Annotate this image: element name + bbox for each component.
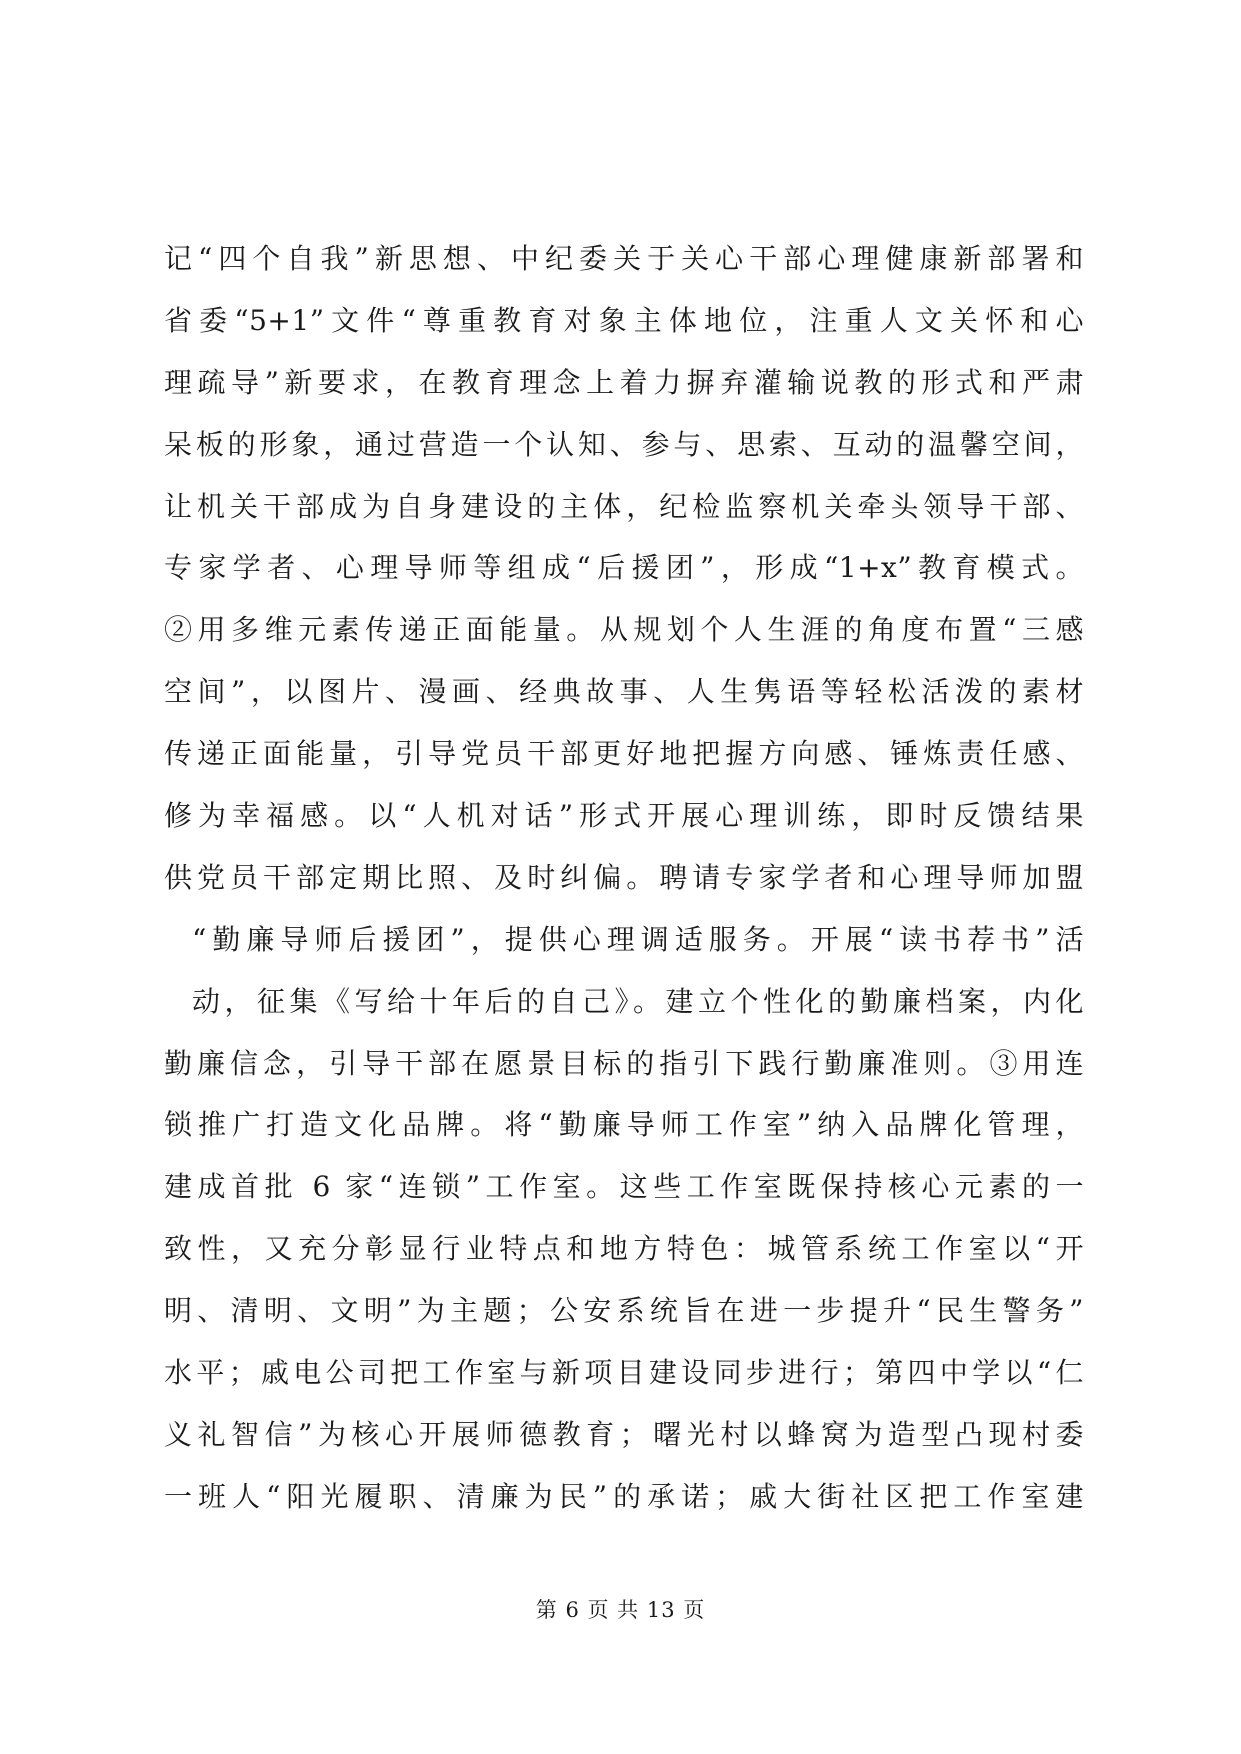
text-line: 传递正面能量，引导党员干部更好地把握方向感、锤炼责任感、 <box>164 737 1084 771</box>
text-line: 空间”，以图片、漫画、经典故事、人生隽语等轻松活泼的素材 <box>164 675 1084 709</box>
text-line: 记“四个自我”新思想、中纪委关于关心干部心理健康新部署和 <box>164 242 1084 275</box>
page-footer <box>0 1594 1241 1624</box>
body-text <box>164 228 1084 1528</box>
text-line: “勤廉导师后援团”，提供心理调适服务。开展“读书荐书”活 <box>192 922 1084 956</box>
text-line: 修为幸福感。以“人机对话”形式开展心理训练，即时反馈结果 <box>164 799 1084 833</box>
text-line: 省委“5+1”文件“尊重教育对象主体地位，注重人文关怀和心 <box>164 303 1084 337</box>
text-line: 一班人“阳光履职、清廉为民”的承诺；戚大街社区把工作室建 <box>164 1479 1084 1513</box>
text-line: 勤廉信念，引导干部在愿景目标的指引下践行勤廉准则。③用连 <box>164 1046 1084 1080</box>
text-line: 专家学者、心理导师等组成“后援团”，形成“1+x”教育模式。 <box>164 551 1084 585</box>
text-line: 让机关干部成为自身建设的主体，纪检监察机关牵头领导干部、 <box>164 489 1084 523</box>
page-number: 第 6 页 共 13 页 <box>535 1598 706 1622</box>
text-line: 明、清明、文明”为主题；公安系统旨在进一步提升“民生警务” <box>164 1294 1084 1328</box>
text-line: 水平；戚电公司把工作室与新项目建设同步进行；第四中学以“仁 <box>164 1356 1084 1390</box>
text-line: 供党员干部定期比照、及时纠偏。聘请专家学者和心理导师加盟 <box>164 860 1084 894</box>
text-line: 动，征集《写给十年后的自己》。建立个性化的勤廉档案，内化 <box>192 984 1084 1018</box>
text-line: 致性，又充分彰显行业特点和地方特色：城管系统工作室以“开 <box>164 1232 1084 1266</box>
text-line: 建成首批 6 家“连锁”工作室。这些工作室既保持核心元素的一 <box>164 1170 1084 1204</box>
text-line: ②用多维元素传递正面能量。从规划个人生涯的角度布置“三感 <box>164 613 1084 647</box>
text-line: 义礼智信”为核心开展师德教育；曙光村以蜂窝为造型凸现村委 <box>164 1417 1084 1451</box>
text-line: 理疏导”新要求，在教育理念上着力摒弃灌输说教的形式和严肃 <box>164 365 1084 399</box>
text-line: 锁推广打造文化品牌。将“勤廉导师工作室”纳入品牌化管理， <box>164 1108 1084 1142</box>
text-line: 呆板的形象，通过营造一个认知、参与、思索、互动的温馨空间， <box>164 427 1084 461</box>
